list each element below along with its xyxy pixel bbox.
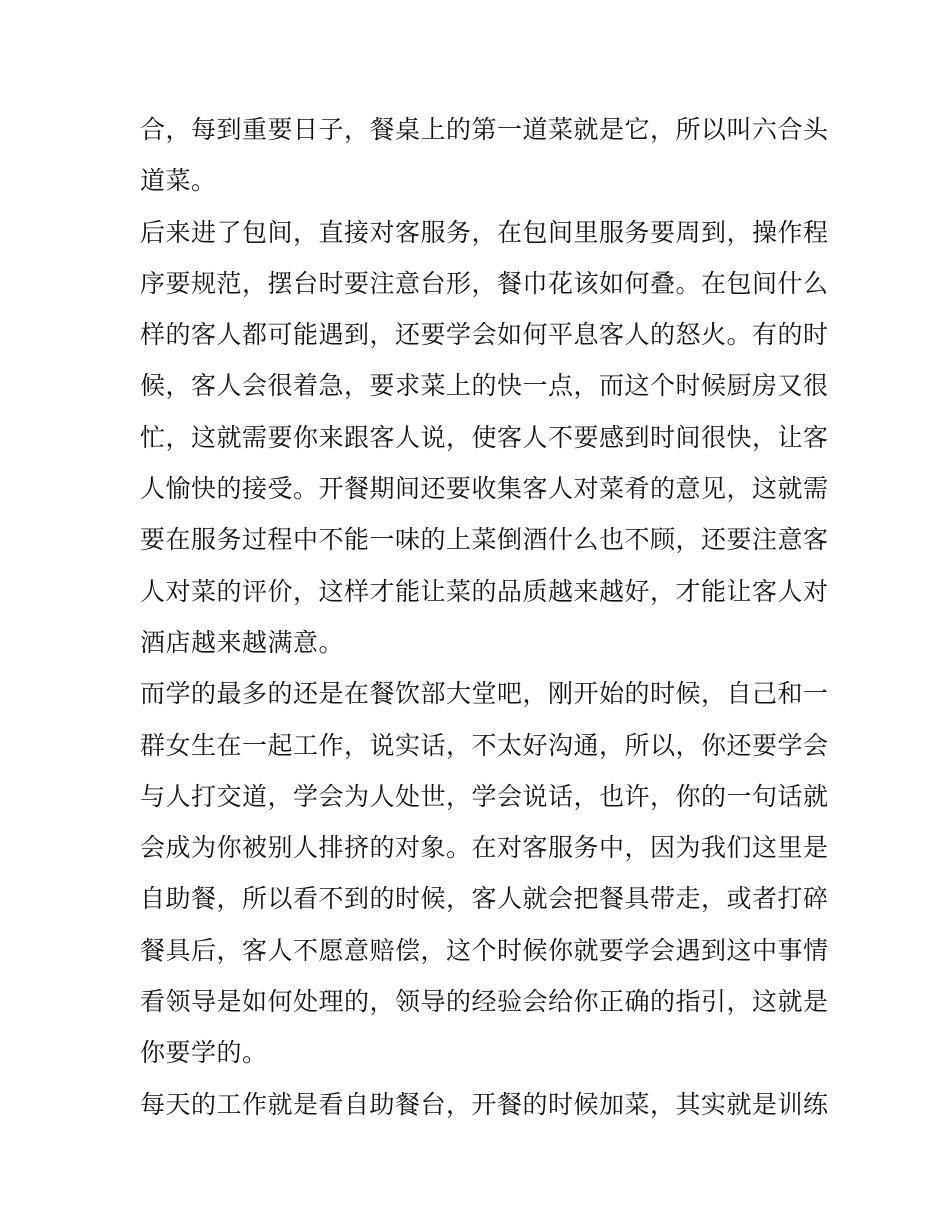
text-line: 每天的工作就是看自助餐台，开餐的时候加菜，其实就是训练 [140,1089,829,1119]
text-line: 人对菜的评价，这样才能让菜的品质越来越好，才能让客人对 [140,576,829,606]
text-line: 后来进了包间，直接对客服务，在包间里服务要周到，操作程 [140,217,829,247]
text-line: 自助餐，所以看不到的时候，客人就会把餐具带走，或者打碎 [140,884,829,914]
text-line: 餐具后，客人不愿意赔偿，这个时候你就要学会遇到这中事情 [140,935,829,965]
text-line: 要在服务过程中不能一味的上菜倒酒什么也不顾，还要注意客 [140,525,829,555]
text-line: 看领导是如何处理的，领导的经验会给你正确的指引，这就是 [140,987,829,1017]
body-text [140,104,829,1130]
text-line: 样的客人都可能遇到，还要学会如何平息客人的怒火。有的时 [140,320,829,350]
text-line: 与人打交道，学会为人处世，学会说话，也许，你的一句话就 [140,781,829,811]
text-line: 而学的最多的还是在餐饮部大堂吧，刚开始的时候，自己和一 [140,679,829,709]
text-line: 酒店越来越满意。 [140,627,345,657]
text-line: 人愉快的接受。开餐期间还要收集客人对菜肴的意见，这就需 [140,474,829,504]
text-line: 道菜。 [140,166,217,196]
text-line: 会成为你被别人排挤的对象。在对客服务中，因为我们这里是 [140,833,829,863]
text-line: 你要学的。 [140,1038,268,1068]
text-line: 群女生在一起工作，说实话，不太好沟通，所以，你还要学会 [140,730,829,760]
text-line: 忙，这就需要你来跟客人说，使客人不要感到时间很快，让客 [140,422,829,452]
text-line: 序要规范，摆台时要注意台形，餐巾花该如何叠。在包间什么 [140,268,829,298]
text-line: 合，每到重要日子，餐桌上的第一道菜就是它，所以叫六合头 [140,115,829,144]
text-line: 候，客人会很着急，要求菜上的快一点，而这个时候厨房又很 [140,371,829,401]
